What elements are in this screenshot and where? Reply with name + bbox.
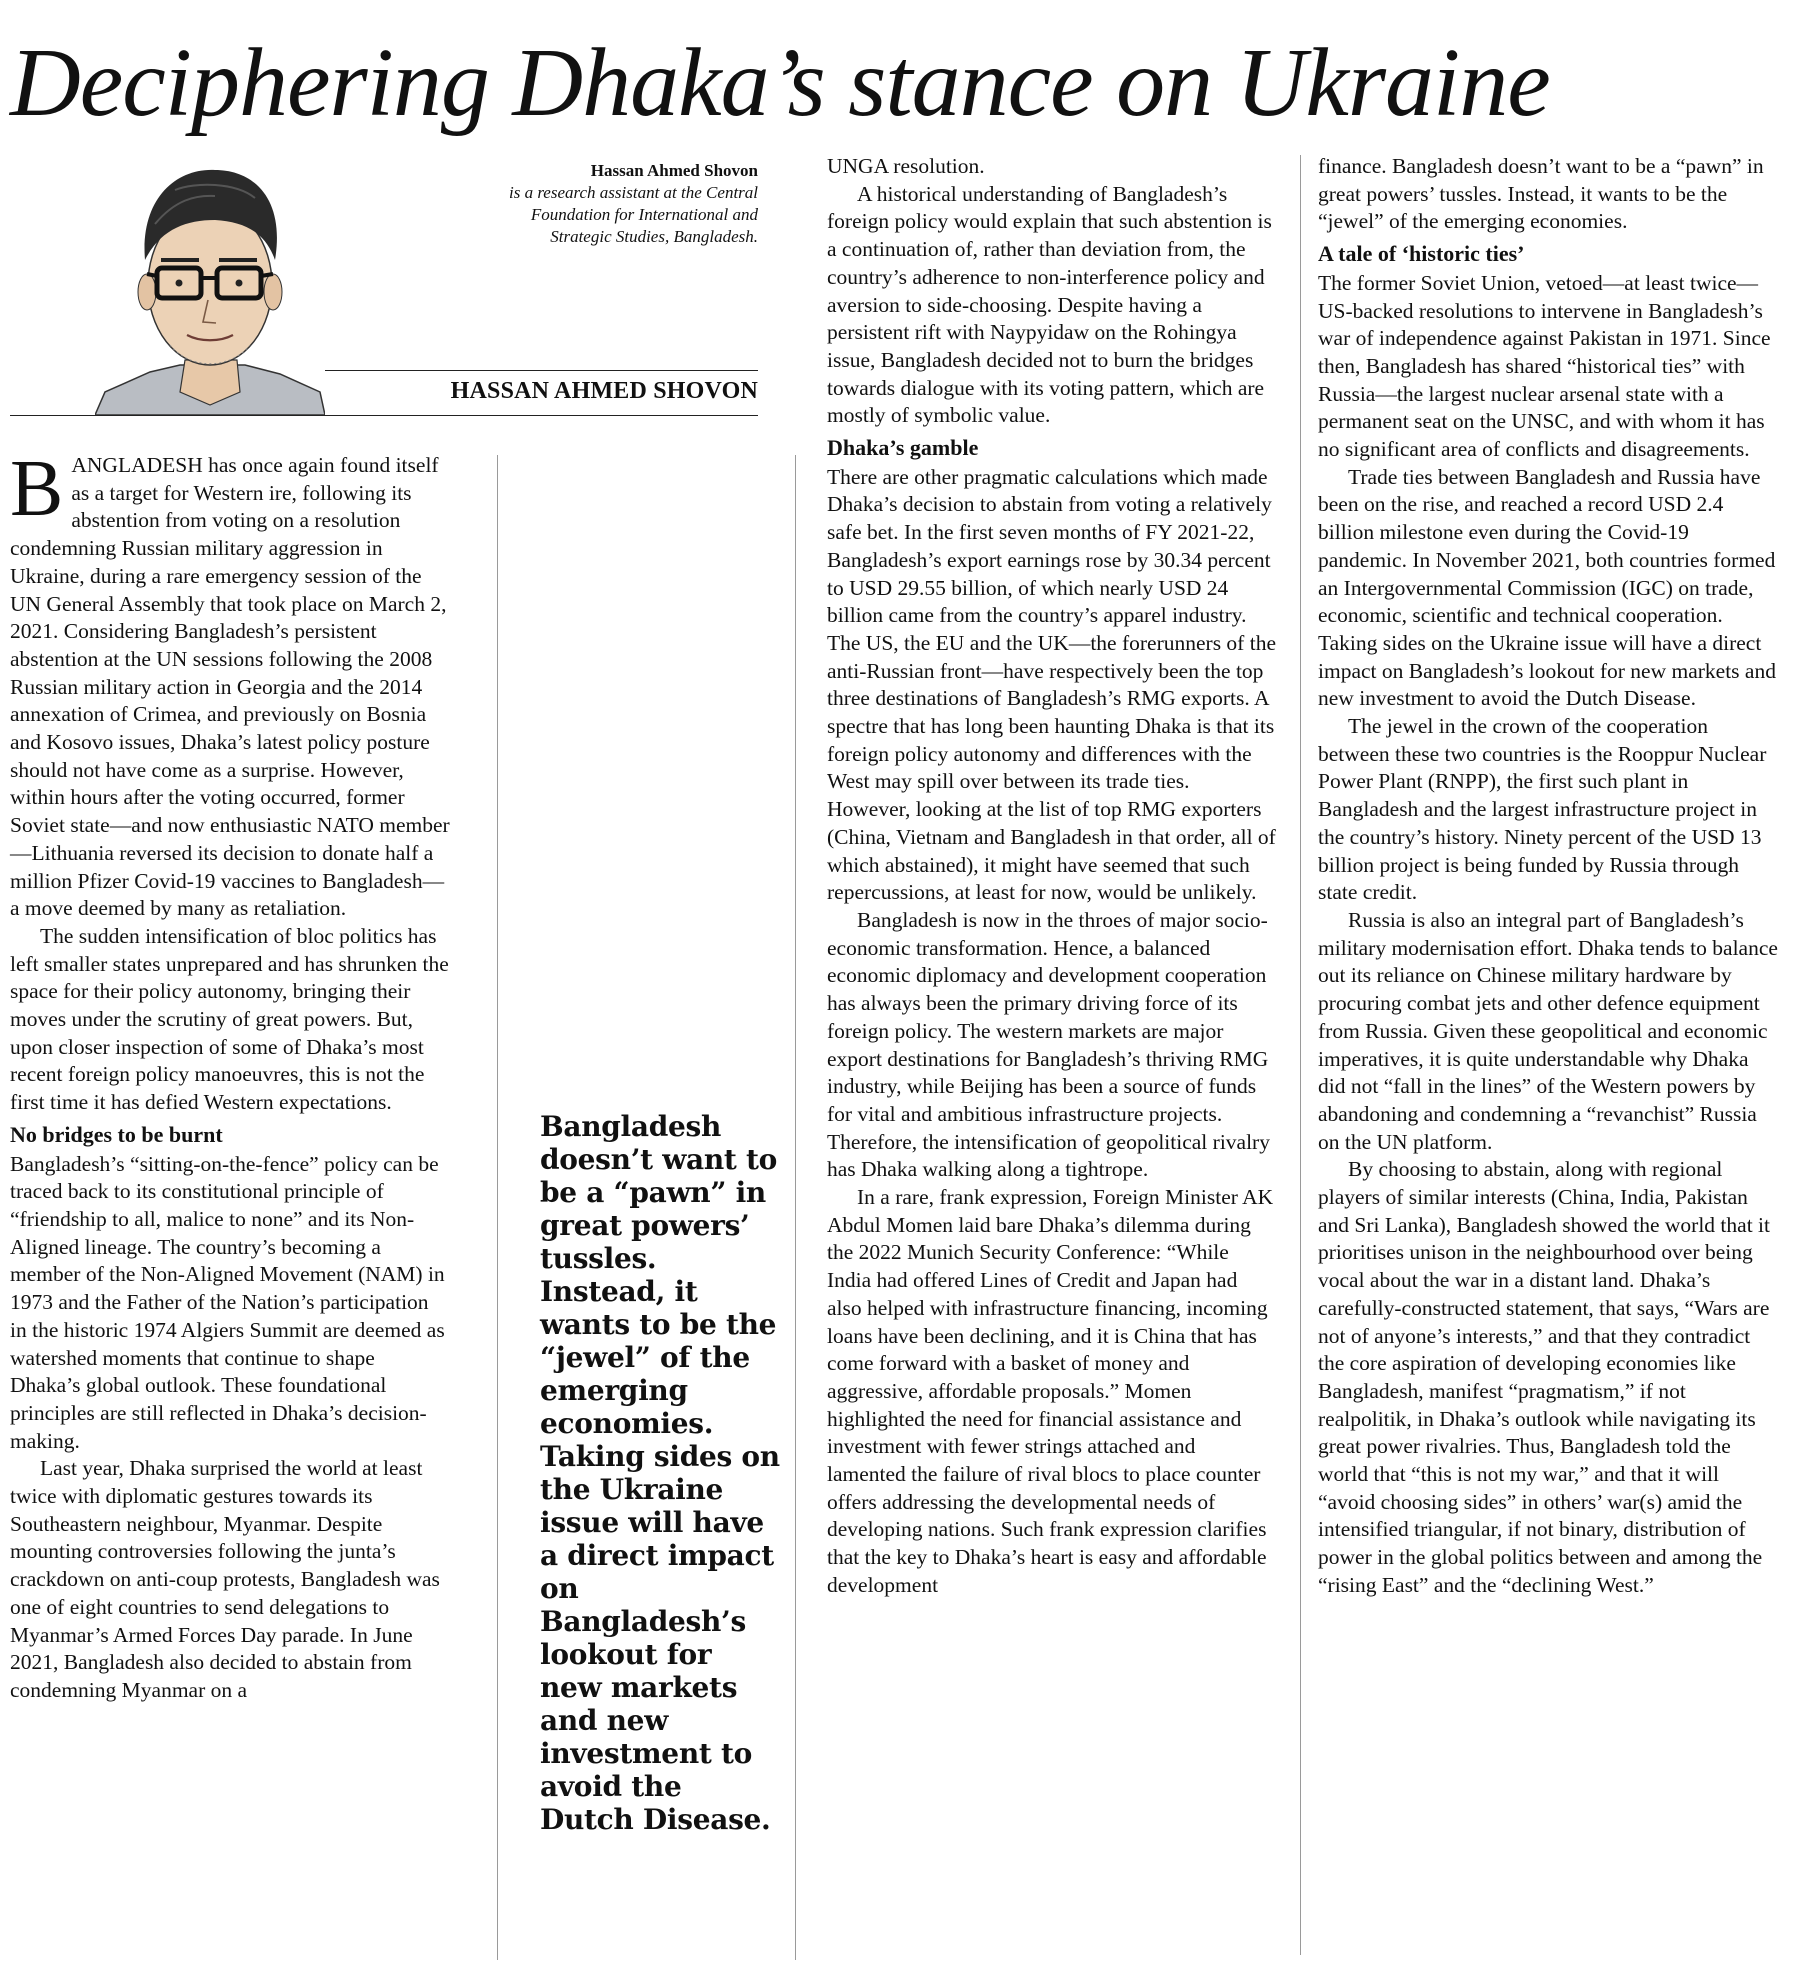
subheading: No bridges to be burnt bbox=[10, 1121, 223, 1147]
column-divider bbox=[795, 455, 796, 1960]
article-paragraph: A historical understanding of Bangladesh’s foreign policy would explain that such abstention is a continuation of, rather than deviation from, the country’s adherence to non-interference policy and aversion to side-choosing. Despite having a persistent rift with Naypyidaw on the Rohingya issue, Bangladesh decided not to burn the bridges towards dialogue with its voting pattern, which are mostly of symbolic value. bbox=[827, 181, 1272, 428]
article-paragraph: The former Soviet Union, vetoed—at least twice—US-backed resolutions to intervene in Bangladesh’s war of independence against Pakistan in 1971. Since then, Bangladesh has shared “historical ties” with Russia—the largest nuclear arsenal state with a permanent seat on the UNSC, and with whom it has no significant area of conflicts and disagreements. bbox=[1318, 270, 1771, 462]
article-column-1 bbox=[10, 445, 450, 1705]
article-paragraph: In a rare, frank expression, Foreign Minister AK Abdul Momen laid bare Dhaka’s dilemma during the 2022 Munich Security Conference: “While India had offered Lines of Credit and Japan had also helped with infrastructure financing, incoming loans have been declining, and it is China that has come forward with a basket of money and aggressive, affordable proposals.” Momen highlighted the need for financial assistance and investment with fewer strings attached and lamented the failure of rival blocs to place counter offers addressing the developmental needs of developing nations. Such frank expression clarifies that the key to Dhaka’s heart is easy and affordable development bbox=[827, 1185, 1274, 1597]
article-paragraph: By choosing to abstain, along with regional players of similar interests (China, India, Pakistan and Sri Lanka), Bangladesh showed the world that it prioritises unison in the neighbourhood over being vocal about the war in a distant land. Dhaka’s carefully-constructed statement, that says, “Wars are not of anyone’s interests,” and that they contradict the core aspiration of developing economies like Bangladesh, manifest “pragmatism,” if not realpolitik, in Dhaka’s outlook while navigating its great power rivalries. Thus, Bangladesh told the world that “this is not my war,” and that it will “avoid choosing sides” in others’ war(s) amid the intensified triangular, if not binary, distribution of power in the global politics between and among the “rising East” and the “declining West.” bbox=[1318, 1157, 1770, 1597]
headline: Deciphering Dhaka’s stance on Ukraine bbox=[10, 29, 1550, 137]
divider bbox=[10, 415, 758, 416]
article-paragraph: Trade ties between Bangladesh and Russia have been on the rise, and reached a record USD 2.4 billion milestone even during the Covid-19 pandemic. In November 2021, both countries formed an Intergovernmental Commission (IGC) on trade, economic, scientific and technical cooperation. Taking sides on the Ukraine issue will have a direct impact on Bangladesh’s lookout for new markets and new investment to avoid the Dutch Disease. bbox=[1318, 464, 1776, 711]
article-paragraph: Bangladesh is now in the throes of major socio-economic transformation. Hence, a balanced economic diplomacy and development cooperation has always been the primary driving force of its foreign policy. The western markets are major export destinations for Bangladesh’s thriving RMG industry, while Beijing has been a source of funds for vital and ambitious infrastructure projects. Therefore, the intensification of geopolitical rivalry has Dhaka walking along a tightrope. bbox=[827, 907, 1270, 1182]
drop-cap: B bbox=[10, 445, 64, 533]
article-paragraph: Russia is also an integral part of Bangladesh’s military modernisation effort. Dhaka tends to balance out its reliance on Chinese military hardware by procuring combat jets and other defence equipment from Russia. Given these geopolitical and economic imperatives, it is quite understandable why Dhaka did not “fall in the lines” of the Western powers by abandoning and condemning a “revanchist” Russia on the UN platform. bbox=[1318, 907, 1778, 1154]
article-column-4 bbox=[1318, 153, 1778, 1600]
article-paragraph: BANGLADESH has once again found itself as a target for Western ire, following its abstention from voting on a resolution condemning Russian military aggression in Ukraine, during a rare emergency session of the UN General Assembly that took place on March 2, 2021. Considering Bangladesh’s persistent abstention at the UN sessions following the 2008 Russian military action in Georgia and the 2014 annexation of Crimea, and previously on Bosnia and Kosovo issues, Dhaka’s latest policy posture should not have come as a surprise. However, within hours after the voting occurred, former Soviet state—and now enthusiastic NATO member—Lithuania reversed its decision to donate half a million Pfizer Covid-19 vaccines to Bangladesh—a move deemed by many as retaliation. bbox=[10, 445, 450, 921]
column-divider bbox=[497, 455, 498, 1960]
article-column-3 bbox=[827, 153, 1277, 1600]
byline-description: is a research assistant at the Central Foundation for International and Strategic Studies, Bangladesh. bbox=[508, 183, 758, 246]
column-divider bbox=[1300, 155, 1301, 1955]
article-paragraph: UNGA resolution. bbox=[827, 154, 985, 178]
byline-box bbox=[500, 160, 758, 248]
article-paragraph: There are other pragmatic calculations which made Dhaka’s decision to abstain from voting a relatively safe bet. In the first seven months of FY 2021-22, Bangladesh’s export earnings rose by 30.34 percent to USD 29.55 billion, of which nearly USD 24 billion came from the country’s apparel industry. The US, the EU and the UK—the forerunners of the anti-Russian front—have respectively been the top three destinations of Bangladesh’s RMG exports. A spectre that has long been haunting Dhaka is that its foreign policy autonomy and differences with the West may spill over between its trade ties. However, looking at the list of top RMG exporters (China, Vietnam and Bangladesh in that order, all of which abstained), it might have seemed that such repercussions, at least for now, would be unlikely. bbox=[827, 464, 1276, 905]
byline-name: Hassan Ahmed Shovon bbox=[590, 161, 758, 180]
subheading: A tale of ‘historic ties’ bbox=[1318, 241, 1525, 267]
article-paragraph: finance. Bangladesh doesn’t want to be a “pawn” in great powers’ tussles. Instead, it wants to be the “jewel” of the emerging economies. bbox=[1318, 154, 1764, 234]
article-paragraph: Last year, Dhaka surprised the world at least twice with diplomatic gestures towards its Southeastern neighbour, Myanmar. Despite mounting controversies following the junta’s crackdown on anti-coup protests, Bangladesh was one of eight countries to send delegations to Myanmar’s Armed Forces Day parade. In June 2021, Bangladesh also decided to abstain from condemning Myanmar on a bbox=[10, 1456, 440, 1702]
pull-quote: Bangladesh doesn’t want to be a “pawn” in great powers’ tussles. Instead, it wants to be the “jewel” of the emerging economies. Taking sides on the Ukraine issue will have a direct impact on Bangladesh’s lookout for new markets and new investment to avoid the Dutch Disease. bbox=[540, 1110, 780, 1836]
divider bbox=[325, 370, 758, 371]
article-paragraph: The sudden intensification of bloc politics has left smaller states unprepared and has shrunken the space for their policy autonomy, bringing their moves under the scrutiny of great powers. But, upon closer inspection of some of Dhaka’s most recent foreign policy manoeuvres, this is not the first time it has defied Western expectations. bbox=[10, 923, 449, 1115]
article-paragraph: Bangladesh’s “sitting-on-the-fence” policy can be traced back to its constitutional principle of “friendship to all, malice to none” and its Non-Aligned lineage. The country’s becoming a member of the Non-Aligned Movement (NAM) in 1973 and the Father of the Nation’s participation in the historic 1974 Algiers Summit are deemed as watershed moments that continue to shape Dhaka’s global outlook. These foundational principles are still reflected in Dhaka’s decision-making. bbox=[10, 1151, 445, 1453]
article-paragraph: The jewel in the crown of the cooperation between these two countries is the Rooppur Nuclear Power Plant (RNPP), the first such plant in Bangladesh and the largest infrastructure project in the country’s history. Ninety percent of the USD 13 billion project is being funded by Russia through state credit. bbox=[1318, 714, 1767, 905]
author-portrait bbox=[95, 160, 325, 415]
author-name-caps: HASSAN AHMED SHOVON bbox=[450, 378, 758, 404]
subheading: Dhaka’s gamble bbox=[827, 435, 979, 461]
